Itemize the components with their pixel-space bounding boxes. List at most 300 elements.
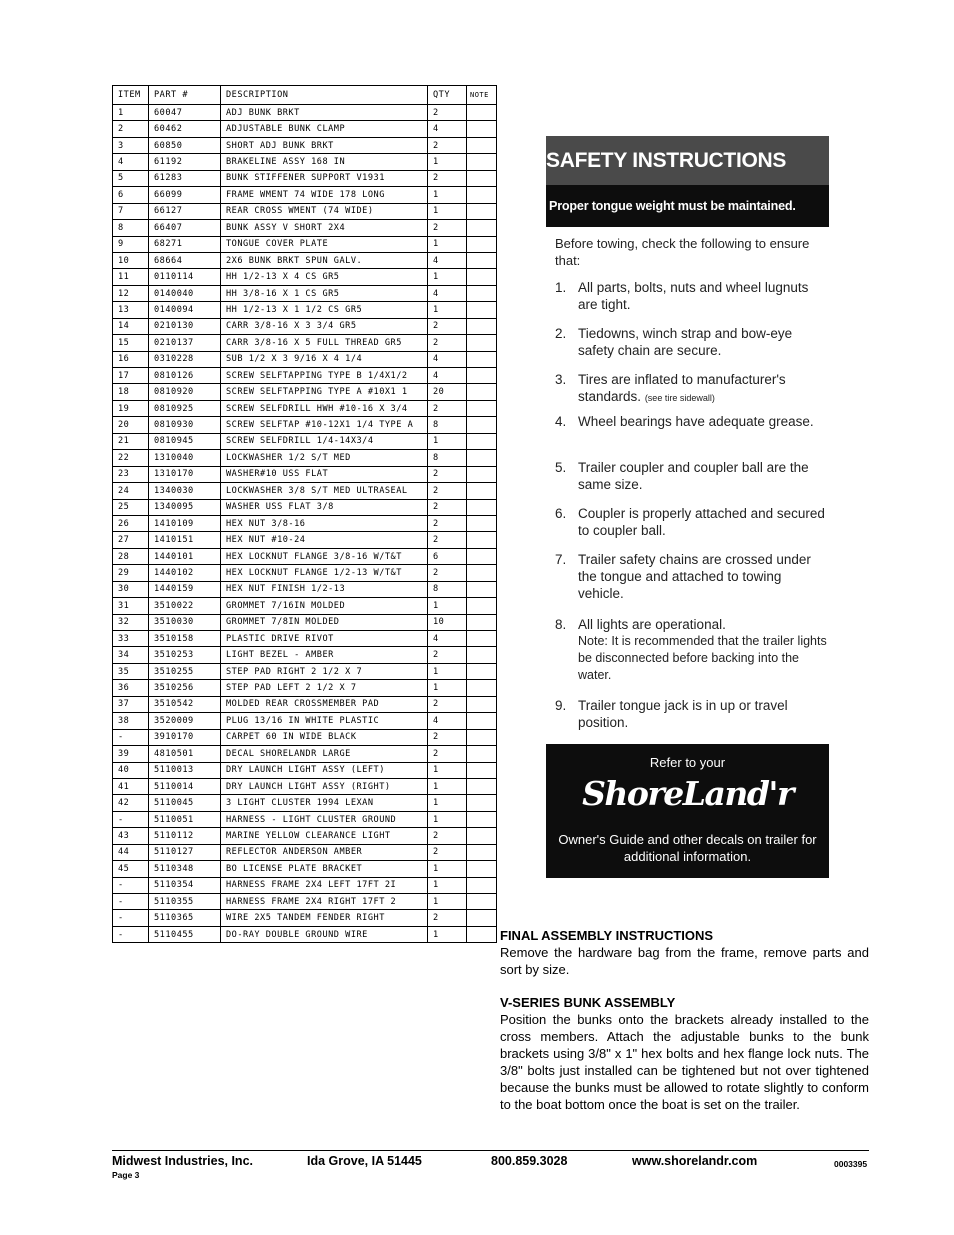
cell-part-number: 0140040	[149, 285, 221, 301]
cell-note	[467, 647, 497, 663]
cell-qty: 1	[428, 894, 467, 910]
cell-note	[467, 368, 497, 384]
cell-description: SCREW SELFDRILL HWH #10-16 X 3/4	[221, 400, 428, 416]
cell-item: 29	[113, 565, 149, 581]
cell-description: HEX NUT FINISH 1/2-13	[221, 581, 428, 597]
cell-part-number: 0110114	[149, 269, 221, 285]
table-row	[113, 154, 497, 170]
cell-item: 33	[113, 631, 149, 647]
cell-qty: 2	[428, 844, 467, 860]
cell-qty: 1	[428, 598, 467, 614]
cell-note	[467, 663, 497, 679]
cell-description: MOLDED REAR CROSSMEMBER PAD	[221, 696, 428, 712]
cell-item: 32	[113, 614, 149, 630]
cell-note	[467, 548, 497, 564]
cell-item: 1	[113, 105, 149, 121]
safety-item-note: Note: It is recommended that the trailer lights be disconnected before backing into the water.	[578, 634, 827, 682]
cell-item: 19	[113, 400, 149, 416]
safety-item-number: 5.	[555, 460, 567, 475]
cell-part-number: 5110013	[149, 762, 221, 778]
cell-note	[467, 384, 497, 400]
cell-item: -	[113, 877, 149, 893]
cell-qty: 1	[428, 811, 467, 827]
cell-part-number: 3510542	[149, 696, 221, 712]
cell-part-number: 60850	[149, 137, 221, 153]
cell-qty: 2	[428, 647, 467, 663]
table-row	[113, 631, 497, 647]
safety-item-text: All parts, bolts, nuts and wheel lugnuts are tight.	[578, 280, 809, 312]
cell-part-number: 0310228	[149, 351, 221, 367]
cell-part-number: 5110348	[149, 861, 221, 877]
cell-item: 39	[113, 746, 149, 762]
cell-description: SCREW SELFTAPPING TYPE A #10X1 1	[221, 384, 428, 400]
safety-item-text: Tires are inflated to manufacturer's standards.	[578, 372, 786, 404]
table-row	[113, 368, 497, 384]
cell-description: WASHER#10 USS FLAT	[221, 466, 428, 482]
cell-item: 43	[113, 828, 149, 844]
cell-part-number: 5110045	[149, 795, 221, 811]
cell-part-number: 3910170	[149, 729, 221, 745]
table-row	[113, 746, 497, 762]
cell-qty: 1	[428, 187, 467, 203]
cell-item: 28	[113, 548, 149, 564]
cell-qty: 8	[428, 417, 467, 433]
cell-description: DRY LAUNCH LIGHT ASSY (LEFT)	[221, 762, 428, 778]
cell-qty: 1	[428, 154, 467, 170]
safety-item-number: 7.	[555, 552, 567, 567]
cell-qty: 2	[428, 565, 467, 581]
safety-intro: Before towing, check the following to ensure that:	[555, 236, 810, 268]
cell-item: 8	[113, 220, 149, 236]
cell-note	[467, 696, 497, 712]
cell-description: CARR 3/8-16 X 3 3/4 GR5	[221, 318, 428, 334]
cell-qty: 2	[428, 400, 467, 416]
table-row	[113, 483, 497, 499]
cell-description: ADJUSTABLE BUNK CLAMP	[221, 121, 428, 137]
cell-note	[467, 532, 497, 548]
cell-note	[467, 565, 497, 581]
cell-note	[467, 499, 497, 515]
table-row	[113, 663, 497, 679]
col-header-description: DESCRIPTION	[221, 86, 428, 105]
cell-item: 31	[113, 598, 149, 614]
cell-item: 44	[113, 844, 149, 860]
cell-part-number: 5110354	[149, 877, 221, 893]
cell-description: 2X6 BUNK BRKT SPUN GALV.	[221, 252, 428, 268]
cell-part-number: 5110365	[149, 910, 221, 926]
cell-item: 30	[113, 581, 149, 597]
cell-part-number: 3510253	[149, 647, 221, 663]
footer-city: Ida Grove, IA 51445	[307, 1154, 422, 1168]
cell-qty: 4	[428, 285, 467, 301]
table-row	[113, 252, 497, 268]
cell-item: 40	[113, 762, 149, 778]
cell-part-number: 5110455	[149, 926, 221, 942]
cell-item: -	[113, 811, 149, 827]
safety-instructions-panel	[546, 136, 829, 878]
cell-qty: 2	[428, 105, 467, 121]
cell-description: DO-RAY DOUBLE GROUND WIRE	[221, 926, 428, 942]
safety-item-text: Trailer coupler and coupler ball are the same size.	[578, 460, 809, 492]
cell-description: PLASTIC DRIVE RIVOT	[221, 631, 428, 647]
safety-item-text-wrap	[578, 371, 828, 407]
table-row	[113, 466, 497, 482]
cell-item: 5	[113, 170, 149, 186]
cell-description: STEP PAD LEFT 2 1/2 X 7	[221, 680, 428, 696]
cell-note	[467, 466, 497, 482]
cell-note	[467, 187, 497, 203]
cell-part-number: 60047	[149, 105, 221, 121]
cell-item: 7	[113, 203, 149, 219]
refer-text: Refer to your	[649, 755, 726, 770]
col-header-qty: QTY	[428, 86, 467, 105]
cell-item: 16	[113, 351, 149, 367]
cell-note	[467, 203, 497, 219]
cell-description: HEX NUT 3/8-16	[221, 515, 428, 531]
cell-description: WIRE 2X5 TANDEM FENDER RIGHT	[221, 910, 428, 926]
cell-note	[467, 762, 497, 778]
table-row	[113, 450, 497, 466]
table-row	[113, 795, 497, 811]
safety-item-small-note: (see tire sidewall)	[644, 393, 715, 403]
table-row	[113, 729, 497, 745]
cell-qty: 2	[428, 483, 467, 499]
cell-description: HH 3/8-16 X 1 CS GR5	[221, 285, 428, 301]
cell-qty: 10	[428, 614, 467, 630]
table-row	[113, 335, 497, 351]
final-assembly-body: Remove the hardware bag from the frame, remove parts and sort by size.	[500, 945, 869, 977]
table-row	[113, 203, 497, 219]
table-row	[113, 828, 497, 844]
bunk-assembly-body: Position the bunks onto the brackets already installed to the cross members. Attach the adjustable bunks to the bunk brackets using 3/8" x 1" hex bolts and hex flange lock nuts. The 3/8" bolts just installed can be tightened but not over tightened because the bunks must be allowed to rotate slightly to conform to the boat bottom once the boat is set on the trailer.	[500, 1012, 869, 1112]
cell-note	[467, 400, 497, 416]
cell-note	[467, 236, 497, 252]
footer-page-number: Page 3	[112, 1170, 140, 1180]
cell-description: DECAL SHORELANDR LARGE	[221, 746, 428, 762]
cell-item: 24	[113, 483, 149, 499]
cell-note	[467, 351, 497, 367]
cell-note	[467, 926, 497, 942]
cell-item: 9	[113, 236, 149, 252]
cell-part-number: 0810930	[149, 417, 221, 433]
table-row	[113, 910, 497, 926]
table-row	[113, 105, 497, 121]
cell-part-number: 0140094	[149, 302, 221, 318]
cell-note	[467, 269, 497, 285]
cell-description: HEX LOCKNUT FLANGE 3/8-16 W/T&T	[221, 548, 428, 564]
cell-item: 34	[113, 647, 149, 663]
cell-qty: 2	[428, 137, 467, 153]
table-row	[113, 548, 497, 564]
table-row	[113, 187, 497, 203]
table-row	[113, 515, 497, 531]
cell-qty: 2	[428, 696, 467, 712]
safety-item-text: Wheel bearings have adequate grease.	[578, 414, 814, 429]
cell-qty: 2	[428, 532, 467, 548]
cell-part-number: 4810501	[149, 746, 221, 762]
table-row	[113, 285, 497, 301]
footer-doc-code: 0003395	[834, 1159, 868, 1169]
bunk-assembly-heading: V-SERIES BUNK ASSEMBLY	[500, 995, 676, 1010]
col-header-note: NOTE	[467, 86, 497, 105]
table-row	[113, 894, 497, 910]
safety-item-text: Tiedowns, winch strap and bow-eye safety chain are secure.	[578, 326, 793, 358]
table-row	[113, 713, 497, 729]
cell-qty: 1	[428, 926, 467, 942]
cell-description: HARNESS FRAME 2X4 RIGHT 17FT 2	[221, 894, 428, 910]
table-row	[113, 614, 497, 630]
cell-note	[467, 450, 497, 466]
cell-item: 41	[113, 778, 149, 794]
cell-description: GROMMET 7/16IN MOLDED	[221, 598, 428, 614]
table-row	[113, 877, 497, 893]
table-row	[113, 778, 497, 794]
cell-note	[467, 631, 497, 647]
cell-item: 17	[113, 368, 149, 384]
cell-part-number: 3520009	[149, 713, 221, 729]
bunk-assembly-section	[500, 994, 869, 1113]
parts-table-body	[113, 105, 497, 943]
cell-description: HARNESS - LIGHT CLUSTER GROUND	[221, 811, 428, 827]
cell-description: HEX LOCKNUT FLANGE 1/2-13 W/T&T	[221, 565, 428, 581]
cell-item: 26	[113, 515, 149, 531]
cell-description: BRAKELINE ASSY 168 IN	[221, 154, 428, 170]
cell-item: 36	[113, 680, 149, 696]
cell-qty: 6	[428, 548, 467, 564]
cell-note	[467, 680, 497, 696]
table-row	[113, 926, 497, 942]
cell-part-number: 0810945	[149, 433, 221, 449]
cell-part-number: 0810920	[149, 384, 221, 400]
cell-note	[467, 252, 497, 268]
cell-part-number: 1440159	[149, 581, 221, 597]
table-row	[113, 400, 497, 416]
safety-header	[546, 136, 829, 185]
cell-description: DRY LAUNCH LIGHT ASSY (RIGHT)	[221, 778, 428, 794]
final-assembly-heading: FINAL ASSEMBLY INSTRUCTIONS	[500, 928, 714, 943]
safety-item-number: 4.	[555, 414, 567, 429]
cell-note	[467, 417, 497, 433]
cell-description: 3 LIGHT CLUSTER 1994 LEXAN	[221, 795, 428, 811]
cell-part-number: 5110127	[149, 844, 221, 860]
cell-note	[467, 581, 497, 597]
cell-description: LIGHT BEZEL - AMBER	[221, 647, 428, 663]
cell-note	[467, 746, 497, 762]
cell-description: CARPET 60 IN WIDE BLACK	[221, 729, 428, 745]
cell-part-number: 66099	[149, 187, 221, 203]
cell-description: LOCKWASHER 1/2 S/T MED	[221, 450, 428, 466]
table-row	[113, 170, 497, 186]
cell-description: SHORT ADJ BUNK BRKT	[221, 137, 428, 153]
cell-note	[467, 877, 497, 893]
cell-item: 21	[113, 433, 149, 449]
safety-item-number: 1.	[555, 280, 567, 295]
cell-part-number: 5110014	[149, 778, 221, 794]
cell-description: BO LICENSE PLATE BRACKET	[221, 861, 428, 877]
cell-description: REFLECTOR ANDERSON AMBER	[221, 844, 428, 860]
cell-note	[467, 121, 497, 137]
cell-description: ADJ BUNK BRKT	[221, 105, 428, 121]
cell-description: SUB 1/2 X 3 9/16 X 4 1/4	[221, 351, 428, 367]
table-row	[113, 861, 497, 877]
cell-part-number: 66127	[149, 203, 221, 219]
cell-note	[467, 515, 497, 531]
cell-qty: 2	[428, 729, 467, 745]
cell-qty: 4	[428, 121, 467, 137]
footer-phone: 800.859.3028	[491, 1154, 568, 1168]
cell-note	[467, 729, 497, 745]
owner-guide-text: Owner's Guide and other decals on trailer for additional information.	[558, 832, 817, 864]
safety-item-number: 2.	[555, 326, 567, 341]
cell-part-number: 1340095	[149, 499, 221, 515]
table-row	[113, 236, 497, 252]
parts-table-header	[113, 86, 497, 105]
cell-part-number: 3510030	[149, 614, 221, 630]
parts-table	[112, 85, 497, 943]
cell-item: 45	[113, 861, 149, 877]
cell-qty: 1	[428, 680, 467, 696]
cell-part-number: 3510022	[149, 598, 221, 614]
table-row	[113, 811, 497, 827]
cell-part-number: 0210130	[149, 318, 221, 334]
cell-description: LOCKWASHER 3/8 S/T MED ULTRASEAL	[221, 483, 428, 499]
table-row	[113, 499, 497, 515]
cell-item: 4	[113, 154, 149, 170]
cell-qty: 1	[428, 795, 467, 811]
cell-note	[467, 811, 497, 827]
cell-description: SCREW SELFTAPPING TYPE B 1/4X1/2	[221, 368, 428, 384]
cell-description: MARINE YELLOW CLEARANCE LIGHT	[221, 828, 428, 844]
cell-qty: 4	[428, 368, 467, 384]
cell-qty: 2	[428, 170, 467, 186]
table-row	[113, 598, 497, 614]
table-row	[113, 844, 497, 860]
cell-note	[467, 137, 497, 153]
cell-item: 2	[113, 121, 149, 137]
cell-qty: 2	[428, 335, 467, 351]
cell-item: 23	[113, 466, 149, 482]
table-row	[113, 302, 497, 318]
safety-subtitle: Proper tongue weight must be maintained.	[549, 199, 796, 213]
cell-qty: 20	[428, 384, 467, 400]
cell-qty: 1	[428, 433, 467, 449]
cell-qty: 1	[428, 778, 467, 794]
table-row	[113, 417, 497, 433]
cell-item: 20	[113, 417, 149, 433]
cell-part-number: 1410109	[149, 515, 221, 531]
cell-qty: 2	[428, 910, 467, 926]
cell-note	[467, 154, 497, 170]
cell-item: 15	[113, 335, 149, 351]
col-header-part: PART #	[149, 86, 221, 105]
cell-qty: 2	[428, 828, 467, 844]
cell-qty: 2	[428, 466, 467, 482]
cell-description: HARNESS FRAME 2X4 LEFT 17FT 2I	[221, 877, 428, 893]
cell-description: HH 1/2-13 X 1 1/2 CS GR5	[221, 302, 428, 318]
cell-part-number: 5110051	[149, 811, 221, 827]
cell-note	[467, 285, 497, 301]
cell-qty: 4	[428, 631, 467, 647]
cell-part-number: 3510158	[149, 631, 221, 647]
cell-part-number: 5110355	[149, 894, 221, 910]
cell-description: FRAME WMENT 74 WIDE 178 LONG	[221, 187, 428, 203]
cell-qty: 1	[428, 861, 467, 877]
cell-item: 11	[113, 269, 149, 285]
cell-description: WASHER USS FLAT 3/8	[221, 499, 428, 515]
cell-note	[467, 713, 497, 729]
cell-description: STEP PAD RIGHT 2 1/2 X 7	[221, 663, 428, 679]
cell-qty: 1	[428, 762, 467, 778]
table-row	[113, 433, 497, 449]
cell-part-number: 0210137	[149, 335, 221, 351]
cell-part-number: 68664	[149, 252, 221, 268]
cell-part-number: 66407	[149, 220, 221, 236]
cell-note	[467, 335, 497, 351]
cell-qty: 2	[428, 220, 467, 236]
safety-item-number: 6.	[555, 506, 567, 521]
cell-description: TONGUE COVER PLATE	[221, 236, 428, 252]
cell-note	[467, 105, 497, 121]
safety-item-number: 9.	[555, 698, 567, 713]
footer-website: www.shorelandr.com	[632, 1154, 758, 1168]
table-row	[113, 351, 497, 367]
cell-part-number: 0810126	[149, 368, 221, 384]
cell-description: BUNK STIFFENER SUPPORT V1931	[221, 170, 428, 186]
cell-part-number: 61283	[149, 170, 221, 186]
cell-item: -	[113, 926, 149, 942]
table-row	[113, 680, 497, 696]
cell-part-number: 0810925	[149, 400, 221, 416]
cell-part-number: 1440102	[149, 565, 221, 581]
safety-subtitle-bar	[546, 185, 829, 227]
table-row	[113, 532, 497, 548]
cell-description: GROMMET 7/8IN MOLDED	[221, 614, 428, 630]
cell-part-number: 5110112	[149, 828, 221, 844]
safety-item-text: Trailer safety chains are crossed under the tongue and attached to towing vehicle.	[578, 552, 811, 601]
cell-part-number: 3510256	[149, 680, 221, 696]
cell-qty: 1	[428, 236, 467, 252]
table-row	[113, 762, 497, 778]
table-row	[113, 121, 497, 137]
cell-description: HEX NUT #10-24	[221, 532, 428, 548]
cell-item: -	[113, 729, 149, 745]
cell-qty: 2	[428, 499, 467, 515]
safety-item-number: 8.	[555, 617, 567, 632]
cell-item: 38	[113, 713, 149, 729]
cell-part-number: 68271	[149, 236, 221, 252]
cell-part-number: 60462	[149, 121, 221, 137]
cell-qty: 1	[428, 663, 467, 679]
cell-item: 3	[113, 137, 149, 153]
table-row	[113, 220, 497, 236]
cell-note	[467, 844, 497, 860]
cell-item: 25	[113, 499, 149, 515]
cell-note	[467, 598, 497, 614]
cell-part-number: 1410151	[149, 532, 221, 548]
final-assembly-section	[500, 927, 869, 978]
cell-item: 18	[113, 384, 149, 400]
cell-note	[467, 614, 497, 630]
cell-note	[467, 828, 497, 844]
cell-qty: 4	[428, 351, 467, 367]
cell-item: 10	[113, 252, 149, 268]
cell-item: 13	[113, 302, 149, 318]
shorelandr-logo: ShoreLand'r	[582, 774, 793, 813]
cell-part-number: 1440101	[149, 548, 221, 564]
cell-description: HH 1/2-13 X 4 CS GR5	[221, 269, 428, 285]
cell-qty: 2	[428, 746, 467, 762]
cell-qty: 4	[428, 713, 467, 729]
